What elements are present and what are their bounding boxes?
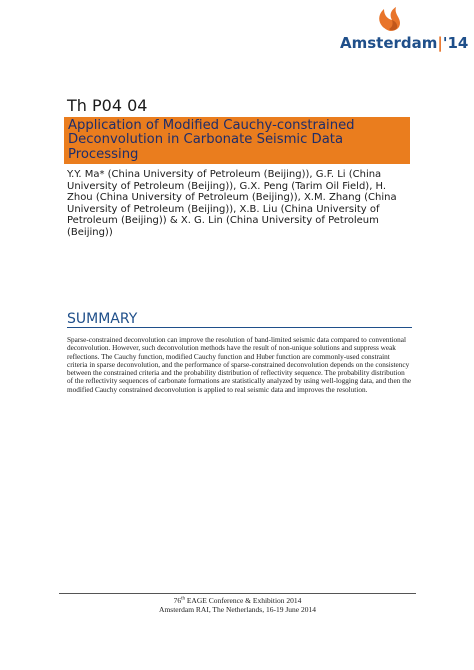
footer-conference-line — [59, 596, 416, 605]
paper-code: Th P04 04 — [67, 96, 148, 115]
summary-abstract: Sparse-constrained deconvolution can improve the resolution of band-limited seismic data compared to conventional deconvolution. However, such deconvolution methods have the result of non-unique solutions and suppress weak reflections. The Cauchy function, modified Cauchy function and Huber function are commonly-used constraint criteria in sparse deconvolution, and the performance of sparse-constrained deconvolution depends on the consistency between the constrained criteria and the probability distribution of reflectivity sequence. The probability distribution of the reflectivity sequences of carbonate formations are statistically analyzed by using well-logging data, and then the modified Cauchy constrained deconvolution is applied to real seismic data and improves the resolution. — [67, 336, 412, 394]
logo-city: Amsterdam — [340, 34, 438, 52]
footer-edition-suffix: th — [181, 596, 185, 602]
logo-separator: | — [437, 34, 443, 52]
page-footer — [59, 596, 416, 614]
author-list: Y.Y. Ma* (China University of Petroleum (Beijing)), G.F. Li (China University of Petroleum (Beijing)), G.X. Peng (Tarim Oil Field), H. Zhou (China University of Petroleum (Beijing)), X.M. Zhang (China University of Petroleum (Beijing)), X.B. Liu (China University of Petroleum (Beijing)) & X. G. Lin (China University of Petroleum (Beijing)) — [67, 169, 397, 238]
eage-flame-icon — [374, 6, 406, 32]
footer-edition: 76 — [173, 596, 182, 605]
logo-wordmark — [340, 34, 469, 52]
conference-logo — [340, 6, 469, 58]
summary-heading: SUMMARY — [67, 311, 138, 327]
logo-year: '14 — [442, 34, 469, 52]
summary-divider — [67, 327, 412, 328]
paper-title: Application of Modified Cauchy-constrained Deconvolution in Carbonate Seismic Data Processing — [68, 118, 355, 162]
footer-conference: EAGE Conference & Exhibition 2014 — [184, 596, 302, 605]
footer-venue: Amsterdam RAI, The Netherlands, 16-19 June 2014 — [159, 605, 316, 614]
footer-divider — [59, 593, 416, 594]
